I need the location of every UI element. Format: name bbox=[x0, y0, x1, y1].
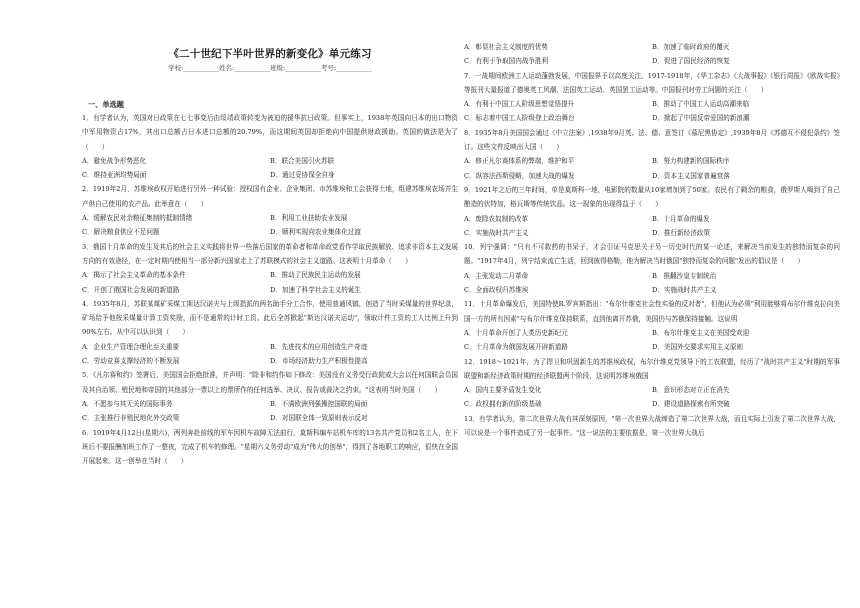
answer-options bbox=[464, 269, 840, 298]
answer-option[interactable]: A．企业生产管理合理化至关重要 bbox=[82, 342, 180, 351]
answer-option[interactable]: D．促进了国民经济的恢复 bbox=[652, 57, 730, 66]
answer-option[interactable]: A．缓解农民对余粮征集制的抵制情绪 bbox=[82, 214, 193, 223]
question-block bbox=[82, 368, 458, 425]
question-block bbox=[464, 240, 840, 297]
question-block bbox=[82, 111, 458, 182]
question-block bbox=[464, 126, 840, 183]
question-text: 9．1921年之后的三年时间，单是莫斯科一地，电影院的数量从10家增加到了50家。农民有了剩余的粮食，俄罗斯人喝到了自己酿造的伏特加，格瓦斯等传统饮品。这一现象的出现得益于（ ） bbox=[464, 185, 840, 209]
answer-option[interactable]: B．十月革命的爆发 bbox=[652, 214, 710, 223]
answer-option[interactable]: A．不愿参与其无关的国际事务 bbox=[82, 399, 173, 408]
answer-option[interactable]: C．有利于争取国内战争胜利 bbox=[464, 57, 549, 66]
answer-option[interactable]: C．政权拥有新的阶级基础 bbox=[464, 400, 542, 409]
answer-option[interactable]: D．资本主义国家普遍衰落 bbox=[652, 171, 730, 180]
answer-option[interactable]: D．推行新经济政策 bbox=[652, 228, 711, 237]
question-block bbox=[82, 240, 458, 297]
question-text: 6．1919年4月12日(星期六)，两列奔赴前线的军车因机车故障无法前行，莫斯科编车站机车库的13名共产党员和2名工人，在下班后不要报酬加班工作了一整夜，完成了机车的修理。"星期六义务劳动"成为"伟大的创举"，得到了各地职工的响应，很快在全国开展起来。这一创举在当时（ ） bbox=[82, 428, 458, 466]
answer-options bbox=[464, 212, 840, 241]
student-info-line: 学校:___________姓名:___________班级:___________考号:___________ bbox=[168, 64, 372, 72]
answer-option[interactable]: D．加速了科学社会主义的诞生 bbox=[270, 285, 362, 294]
answer-option[interactable]: D．实施战时共产主义 bbox=[652, 286, 717, 295]
answer-option[interactable]: A．废除农奴制的改革 bbox=[464, 214, 529, 223]
answer-option[interactable]: B．利用工业扶助农业发展 bbox=[270, 214, 348, 223]
answer-option[interactable]: B．推动了民族民主运动的发展 bbox=[270, 271, 361, 280]
question-block bbox=[464, 412, 840, 441]
question-block bbox=[464, 69, 840, 126]
question-text: 4．1935年8月，苏联某煤矿采煤工斯达汉诺夫与上级指派的两名助手分工合作，使用普通风镐，创造了当时采煤量的世界纪录，矿场给予他按采煤量计算工资奖励，而不是通常的计时工资。此后全苏掀起"斯达汉诺夫运动"，领取计件工资的工人比例上升到90%左右。从中可以认识到（ ） bbox=[82, 299, 458, 337]
answer-option[interactable]: C．主张推行非殖民地化外交政策 bbox=[82, 414, 180, 423]
answer-option[interactable]: B．加速了临时政府的覆灭 bbox=[652, 43, 730, 51]
question-block bbox=[464, 183, 840, 240]
answer-option[interactable]: C．劳动竞赛支撑经济的不断发展 bbox=[82, 357, 180, 366]
left-column bbox=[82, 111, 458, 468]
question-text: 7．一战期间欧洲工人运动蓬勃发展，中国报界予以高度关注。1917-1918年，《华工杂志》《大战事报》《银行周报》《欧战实报》等报刊大量报道了德奥英工风潮、法国英工运动、英国罢工运动等。中国报刊对劳工问题的关注（ ） bbox=[464, 71, 840, 94]
question-block bbox=[464, 355, 840, 412]
answer-options bbox=[464, 383, 840, 412]
section-heading: 一、单选题 bbox=[88, 100, 124, 109]
question-text: 11．十月革命爆发后，美国特使R.罗宾斯指出："布尔什维克社会性实验的反对者"，但他认为必须"利用能够将布尔什维克拉向美国一方的所有因素"与布尔什维克保持联系，直到他离开苏俄，美国仍与苏俄保持接触。这说明 bbox=[464, 300, 840, 323]
answer-option[interactable]: B．布尔什维克主义在美国受欢迎 bbox=[652, 328, 750, 337]
answer-option[interactable]: B．先进技术的应用创造生产奇迹 bbox=[270, 342, 368, 351]
answer-option[interactable]: B．意识形态对立正在消失 bbox=[652, 386, 730, 395]
answer-option[interactable]: C．标志着中国工人阶级登上政治舞台 bbox=[464, 114, 575, 123]
answer-option[interactable]: C．维持亚洲均势局面 bbox=[82, 171, 147, 180]
answer-option[interactable]: A．揭示了社会主义革命的基本条件 bbox=[82, 271, 186, 280]
answer-option[interactable]: D．通过妥协保全自身 bbox=[270, 171, 335, 180]
answer-option[interactable]: B．推翻沙皇专制统治 bbox=[652, 271, 717, 280]
answer-option[interactable]: A．有利于中国工人阶级思想觉悟提升 bbox=[464, 100, 575, 109]
question-text: 12．1918～1921年，为了捍卫和巩固新生的苏维埃政权，布尔什维克党领导下的工农联盟，经历了"战时共产主义"时期的军事联盟和新经济政策时期的经济联盟两个阶段，这说明苏维埃俄国 bbox=[464, 357, 840, 380]
question-block bbox=[464, 297, 840, 354]
answer-option[interactable]: C．开创了俄国社会发展的新道路 bbox=[82, 285, 180, 294]
answer-option[interactable]: D．市场经济助力生产积极性提高 bbox=[270, 357, 368, 366]
answer-options bbox=[464, 97, 840, 126]
answer-option[interactable]: B．联合美国引火苏联 bbox=[270, 156, 335, 165]
answer-option[interactable]: C．实施战时共产主义 bbox=[464, 228, 529, 237]
question-block bbox=[464, 40, 840, 69]
right-column bbox=[464, 40, 840, 440]
answer-option[interactable]: D．顺利实现向农业集体化过渡 bbox=[270, 228, 362, 237]
question-block bbox=[82, 182, 458, 239]
answer-option[interactable]: D．掀起了中国反帝爱国的新浪潮 bbox=[652, 114, 750, 123]
answer-options bbox=[82, 211, 458, 240]
answer-option[interactable]: A．避免战争形势恶化 bbox=[82, 156, 147, 165]
question-text: 5．《凡尔赛和约》签署后，美国国会拒绝批准，并声明："除非和约作如下修改：美国没有义务受行政院或大会以任何国联会员国及其自治领、殖民地和帝国的其他部分一票以上的票所作的任何选举、决议、报告或裁决之约束。"这表明当时美国（ ） bbox=[82, 371, 458, 394]
answer-option[interactable]: C．解决粮食供应不足问题 bbox=[82, 228, 160, 237]
answer-option[interactable]: B．推动了中国工人运动高潮来临 bbox=[652, 100, 750, 109]
answer-option[interactable]: B．努力构建新的国际秩序 bbox=[652, 157, 730, 166]
answer-option[interactable]: A．修正凡尔赛体系的弊端，维护和平 bbox=[464, 157, 575, 166]
answer-options bbox=[82, 154, 458, 183]
answer-option[interactable]: D．对国联全体一致原则表示反对 bbox=[270, 414, 368, 423]
answer-option[interactable]: C．全面政权归苏维埃 bbox=[464, 286, 529, 295]
question-text: 1．有学者认为，英国对日政策在七七事变后由绥靖政策转变为被迫的援华抗日政策。但事实上，1938年英国向日本的出口物资中军用物资占17%，其出口总额占日本进口总额的20.79%，而这期间英国却拒绝向中国提供财政援助。英国的做法是为了（ ） bbox=[82, 114, 458, 151]
question-text: 3．俄国十月革命的发生及其后的社会主义实践将世界一些落后国家的革命者和革命政党看作学取民族解放、追求非资本主义发展方向的有效途径，在一定时期内使相当一部分新兴国家走上了苏联模式的社会主义道路。这表明十月革命（ ） bbox=[82, 242, 458, 265]
answer-options bbox=[464, 326, 840, 355]
answer-options bbox=[464, 40, 840, 69]
question-text: 10．列宁强调："只有不可救药的书呆子，才会引证马克思关于另一历史时代的某一论述，来解决当前发生的独特而复杂的问题。"1917年4月，列宁结束流亡生活，回到彼得格勒，他为解决当时俄国"独特而复杂的问题"发出的倡议是（ ） bbox=[464, 243, 840, 266]
answer-option[interactable]: C．十月革命为俄国发展开辟新道路 bbox=[464, 343, 568, 352]
answer-options bbox=[82, 268, 458, 297]
answer-options bbox=[464, 154, 840, 183]
answer-option[interactable]: D．建设道路探索有所突破 bbox=[652, 400, 730, 409]
answer-option[interactable]: A．彰显社会主义制度的优势 bbox=[464, 43, 548, 51]
answer-option[interactable]: A．主张发动二月革命 bbox=[464, 271, 529, 280]
answer-option[interactable]: C．纵容法西斯侵略，加速大战的爆发 bbox=[464, 171, 575, 180]
question-text: 2．1919年2月，苏维埃政权开始进行另外一种试验：授权国有企业、企业集团、市苏维埃和工会获得土地，组建苏维埃农场并生产供自己使用的农产品。此举意在（ ） bbox=[82, 185, 458, 208]
answer-option[interactable]: A．国内主要矛盾发生变化 bbox=[464, 386, 542, 395]
exam-title: 《二十世纪下半叶世界的新变化》单元练习 bbox=[168, 48, 372, 60]
question-text: 13．有学者认为，第二次世界大战有其深刻原因，"第一次世界大战缔造了第二次世界大战，而且实际上引发了第二次世界大战，可以说是一个事件造成了另一起事件。"这一说法的主要依据是，第一次世界大战后 bbox=[464, 414, 840, 438]
answer-options bbox=[82, 397, 458, 426]
question-block bbox=[82, 297, 458, 368]
answer-option[interactable]: B．不满欧洲列强操控国联的局面 bbox=[270, 399, 368, 408]
question-block bbox=[82, 426, 458, 469]
answer-options bbox=[82, 340, 458, 369]
question-text: 8．1935年8月美国国会通过《中立法案》,1938年9月英、法、德、意签订《慕尼黑协定》,1939年8月《苏德互不侵犯条约》签订。这些文件反映出大国（ ） bbox=[464, 128, 840, 152]
answer-option[interactable]: D．美国外交要求实用主义原则 bbox=[652, 343, 744, 352]
answer-option[interactable]: A．十月革命开创了人类历史新纪元 bbox=[464, 328, 568, 337]
